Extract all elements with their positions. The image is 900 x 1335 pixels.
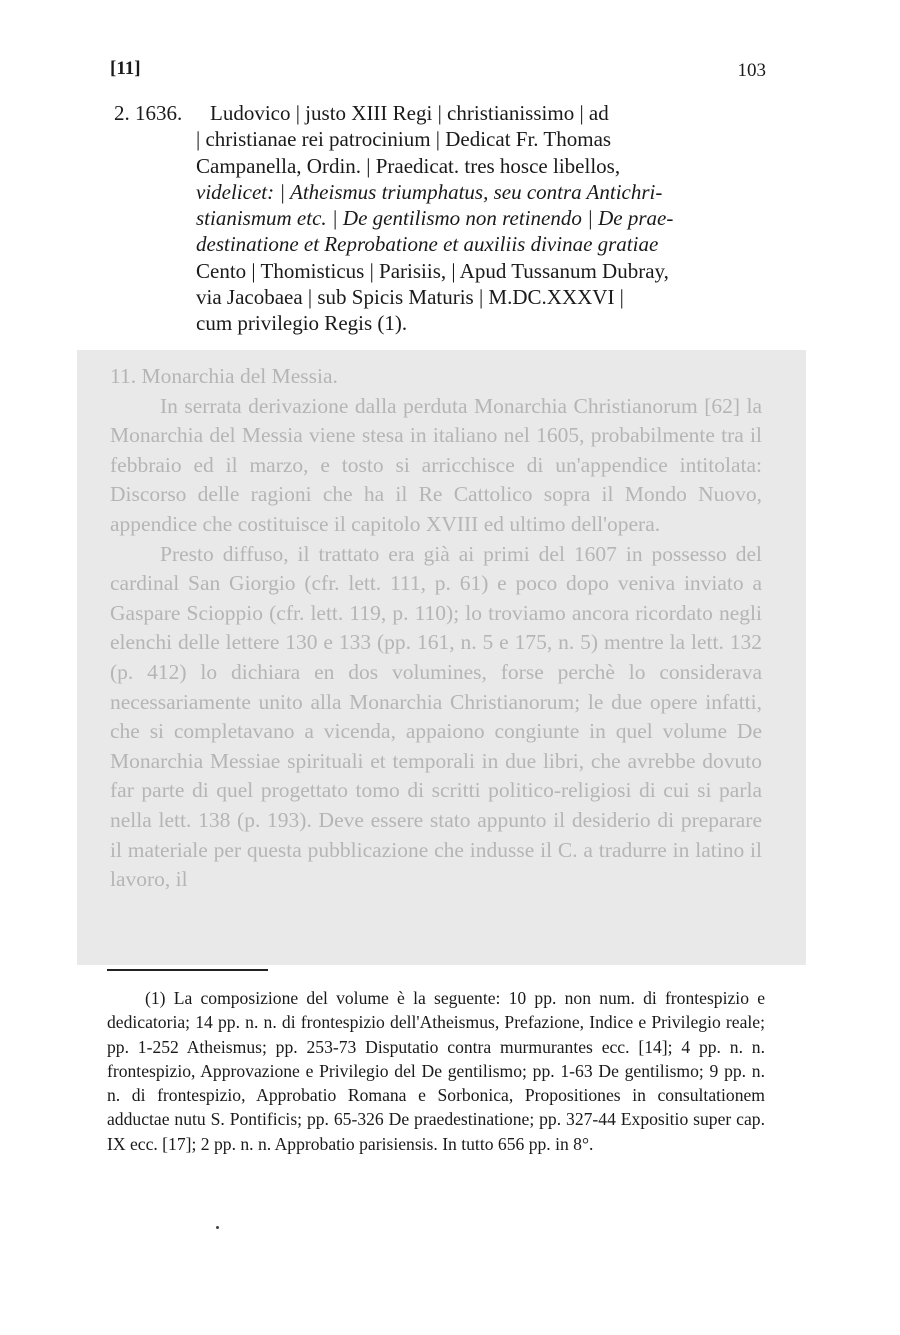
entry-line: videlicet: | Atheismus triumphatus, seu contra Antichri- [196,179,663,204]
entry-line: Ludovico | justo XIII Regi | christianissimo | ad [210,101,609,125]
entry-line: | christianae rei patrocinium | Dedicat Fr. Thomas [196,127,612,152]
faded-section [110,362,762,895]
section-heading: 11. Monarchia del Messia. [110,364,338,388]
entry-line: Campanella, Ordin. | Praedicat. tres hosce libellos, [196,153,621,178]
entry-line: cum privilegio Regis (1). [196,311,408,336]
section-paragraph: Presto diffuso, il trattato era già ai primi del 1607 in possesso del cardinal San Giorgio (cfr. lett. 111, p. 61) e poco dopo veniva inviato a Gaspare Scioppio (cfr. lett. 119, p. 110); lo troviamo ancora ricordato negli elenchi delle lettere 130 e 133 (pp. 161, n. 5 e 175, n. 5) mentre la lett. 132 (p. 412) lo dichiara en dos volumines, forse perchè lo considerava necessariamente unito alla Monarchia Christianorum; le due opere infatti, che si completavano a vicenda, appaiono congiunte in quel volume De Monarchia Messiae spirituali et temporali in due libri, che avrebbe dovuto far parte di quel progettato tomo di scritti politico-religiosi di cui si parla nella lett. 138 (p. 193). Deve essere stato appunto il desiderio di preparare il materiale per questa pubblicazione che indusse il C. a tradurre in latino il lavoro, il [110,541,762,892]
section-paragraph: In serrata derivazione dalla perduta Monarchia Christianorum [62] la Monarchia del Messia viene stesa in italiano nel 1605, probabilmente tra il febbraio ed il marzo, e tosto si arricchisce di un'appendice intitolata: Discorso delle ragioni che ha il Re Cattolico sopra il Mondo Nuovo, appendice che costituisce il capitolo XVIII ed ultimo dell'opera. [110,393,762,536]
entry-body [196,100,766,337]
footnote-divider [107,969,268,971]
page-speck [216,1226,219,1229]
entry-line: via Jacobaea | sub Spicis Maturis | M.DC.XXXVI | [196,285,624,310]
page-header-left: [11] [110,58,141,79]
entry-number: 2. 1636. [114,101,183,125]
footnote [107,986,765,1156]
entry-line: destinatione et Reprobatione et auxiliis divinae gratiae [196,232,659,257]
entry-line: stianismum etc. | De gentilismo non retinendo | De prae- [196,206,674,231]
footnote-text: (1) La composizione del volume è la seguente: 10 pp. non num. di frontespizio e dedicatoria; 14 pp. n. n. di frontespizio dell'Atheismus, Prefazione, Indice e Privilegio reale; pp. 1-252 Atheismus; pp. 253-73 Disputatio contra murmurantes ecc. [14]; 4 pp. n. n. frontespizio, Approvazione e Privilegio del De gentilismo; pp. 1-63 De gentilismo; 9 pp. n. n. di frontespizio, Approbatio Romana e Sorbonica, Propositiones in consultationem adductae nutu S. Pontificis; pp. 65-326 De praedestinatione; pp. 327-44 Expositio super cap. IX ecc. [17]; 2 pp. n. n. Approbatio parisiensis. In tutto 656 pp. in 8°. [107,988,765,1154]
entry-line: Cento | Thomisticus | Parisiis, | Apud Tussanum Dubray, [196,258,669,283]
page-number: 103 [737,60,766,81]
bibliography-entry [114,100,766,337]
